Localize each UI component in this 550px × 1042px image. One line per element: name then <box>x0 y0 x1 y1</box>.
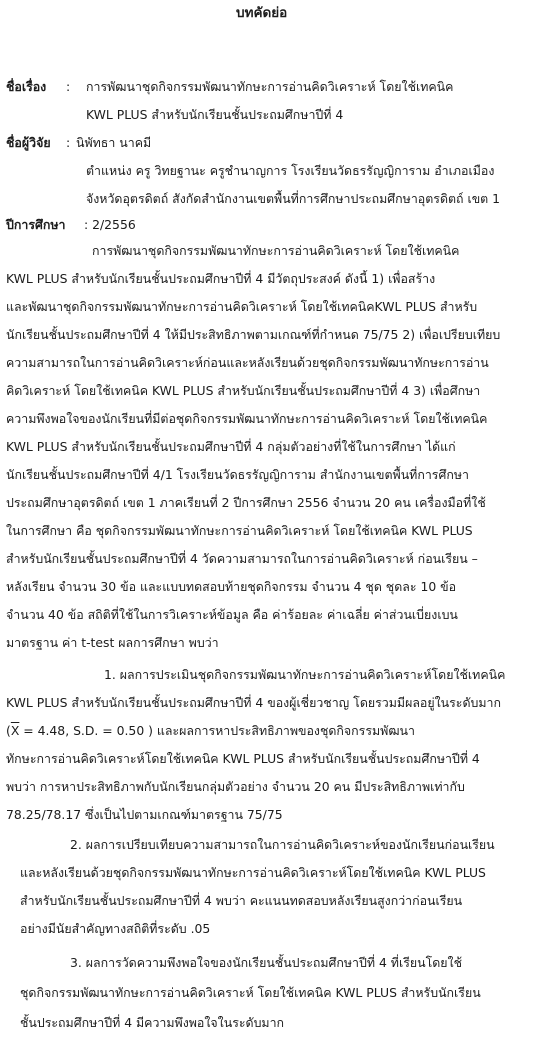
result-3-line: ชั้นประถมศึกษาปีที่ 4 มีความพึงพอใจในระดับมาก <box>20 1015 285 1030</box>
result-1-line: ทักษะการอ่านคิดวิเคราะห์โดยใช้เทคนิค KWL PLUS สำหรับนักเรียนชั้นประถมศึกษาปีที่ 4 <box>6 751 480 766</box>
position-line-2: จังหวัดอุตรดิตถ์ สังกัดสำนักงานเขตพื้นที่การศึกษาประถมศึกษาอุตรดิตถ์ เขต 1 <box>86 191 501 206</box>
result-3-line: ชุดกิจกรรมพัฒนาทักษะการอ่านคิดวิเคราะห์ โดยใช้เทคนิค KWL PLUS สำหรับนักเรียน <box>20 985 481 1000</box>
body-line: นักเรียนชั้นประถมศึกษาปีที่ 4/1 โรงเรียนวัดธรรัญญิการาม สำนักงานเขตพื้นที่การศึกษา <box>6 467 469 482</box>
position-line-1: ตำแหน่ง ครู วิทยฐานะ ครูชำนาญการ โรงเรียนวัดธรรัญญิการาม อำเภอเมือง <box>86 163 495 178</box>
result-1-line: 1. ผลการประเมินชุดกิจกรรมพัฒนาทักษะการอ่านคิดวิเคราะห์โดยใช้เทคนิค <box>104 667 506 682</box>
researcher-name: นิพัทธา นาคมี <box>76 135 152 150</box>
body-line: ความสามารถในการอ่านคิดวิเคราะห์ก่อนและหลังเรียนด้วยชุดกิจกรรมพัฒนาทักษะการอ่าน <box>6 355 489 370</box>
body-line: KWL PLUS สำหรับนักเรียนชั้นประถมศึกษาปีที่ 4 กลุ่มตัวอย่างที่ใช้ในการศึกษา ได้แก่ <box>6 439 456 454</box>
researcher-colon: : <box>66 135 71 150</box>
title-colon: : <box>66 79 71 94</box>
result-2-line: สำหรับนักเรียนชั้นประถมศึกษาปีที่ 4 พบว่า คะแนนทดสอบหลังเรียนสูงกว่าก่อนเรียน <box>20 893 463 908</box>
body-line: คิดวิเคราะห์ โดยใช้เทคนิค KWL PLUS สำหรับนักเรียนชั้นประถมศึกษาปีที่ 4 3) เพื่อศึกษา <box>6 383 481 398</box>
year-label: ปีการศึกษา <box>6 217 66 232</box>
title-line-1: การพัฒนาชุดกิจกรรมพัฒนาทักษะการอ่านคิดวิเคราะห์ โดยใช้เทคนิค <box>86 79 454 94</box>
result-2-line: และหลังเรียนด้วยชุดกิจกรรมพัฒนาทักษะการอ่านคิดวิเคราะห์โดยใช้เทคนิค KWL PLUS <box>20 865 486 880</box>
result-1-stat-line <box>6 722 415 740</box>
result-3-line: 3. ผลการวัดความพึงพอใจของนักเรียนชั้นประถมศึกษาปีที่ 4 ที่เรียนโดยใช้ <box>70 955 463 970</box>
stat-values: = 4.48, S.D. = 0.50 ) และผลการหาประสิทธิภาพของชุดกิจกรรมพัฒนา <box>19 723 415 738</box>
body-line: มาตรฐาน ค่า t-test ผลการศึกษา พบว่า <box>6 635 219 650</box>
body-line: การพัฒนาชุดกิจกรรมพัฒนาทักษะการอ่านคิดวิเคราะห์ โดยใช้เทคนิค <box>92 243 460 258</box>
body-line: ในการศึกษา คือ ชุดกิจกรรมพัฒนาทักษะการอ่านคิดวิเคราะห์ โดยใช้เทคนิค KWL PLUS <box>6 523 473 538</box>
stat-open-paren: ( <box>6 723 11 738</box>
year-value: : 2/2556 <box>84 217 136 232</box>
body-line: ความพึงพอใจของนักเรียนที่มีต่อชุดกิจกรรมพัฒนาทักษะการอ่านคิดวิเคราะห์ โดยใช้เทคนิค <box>6 411 488 426</box>
body-line: KWL PLUS สำหรับนักเรียนชั้นประถมศึกษาปีที่ 4 มีวัตถุประสงค์ ดังนี้ 1) เพื่อสร้าง <box>6 271 436 286</box>
result-1-line: พบว่า การหาประสิทธิภาพกับนักเรียนกลุ่มตัวอย่าง จำนวน 20 คน มีประสิทธิภาพเท่ากับ <box>6 779 465 794</box>
title-line-2: KWL PLUS สำหรับนักเรียนชั้นประถมศึกษาปีที่ 4 <box>86 107 344 122</box>
body-line: จำนวน 40 ข้อ สถิติที่ใช้ในการวิเคราะห์ข้อมูล คือ ค่าร้อยละ ค่าเฉลี่ย ค่าส่วนเบี่ยงเบน <box>6 607 458 622</box>
result-2-line: 2. ผลการเปรียบเทียบความสามารถในการอ่านคิดวิเคราะห์ของนักเรียนก่อนเรียน <box>70 837 495 852</box>
mean-symbol: $\overline{X}$ <box>10 723 20 738</box>
result-2-line: อย่างมีนัยสำคัญทางสถิติที่ระดับ .05 <box>20 921 211 936</box>
body-line: นักเรียนชั้นประถมศึกษาปีที่ 4 ให้มีประสิทธิภาพตามเกณฑ์ที่กำหนด 75/75 2) เพื่อเปรียบเทียบ <box>6 327 501 342</box>
body-line: ประถมศึกษาอุตรดิตถ์ เขต 1 ภาคเรียนที่ 2 ปีการศึกษา 2556 จำนวน 20 คน เครื่องมือที่ใช้ <box>6 495 486 510</box>
result-1-line: 78.25/78.17 ซึ่งเป็นไปตามเกณฑ์มาตรฐาน 75/75 <box>6 807 283 822</box>
result-1-line: KWL PLUS สำหรับนักเรียนชั้นประถมศึกษาปีที่ 4 ของผู้เชี่ยวชาญ โดยรวมมีผลอยู่ในระดับมาก <box>6 695 502 710</box>
body-line: หลังเรียน จำนวน 30 ข้อ และแบบทดสอบท้ายชุดกิจกรรม จำนวน 4 ชุด ชุดละ 10 ข้อ <box>6 579 457 594</box>
body-line: สำหรับนักเรียนชั้นประถมศึกษาปีที่ 4 วัดความสามารถในการอ่านคิดวิเคราะห์ ก่อนเรียน – <box>6 551 478 566</box>
body-line: และพัฒนาชุดกิจกรรมพัฒนาทักษะการอ่านคิดวิเคราะห์ โดยใช้เทคนิคKWL PLUS สำหรับ <box>6 299 478 314</box>
title-label: ชื่อเรื่อง <box>6 79 47 94</box>
abstract-heading: บทคัดย่อ <box>236 5 288 21</box>
researcher-label: ชื่อผู้วิจัย <box>6 135 51 150</box>
